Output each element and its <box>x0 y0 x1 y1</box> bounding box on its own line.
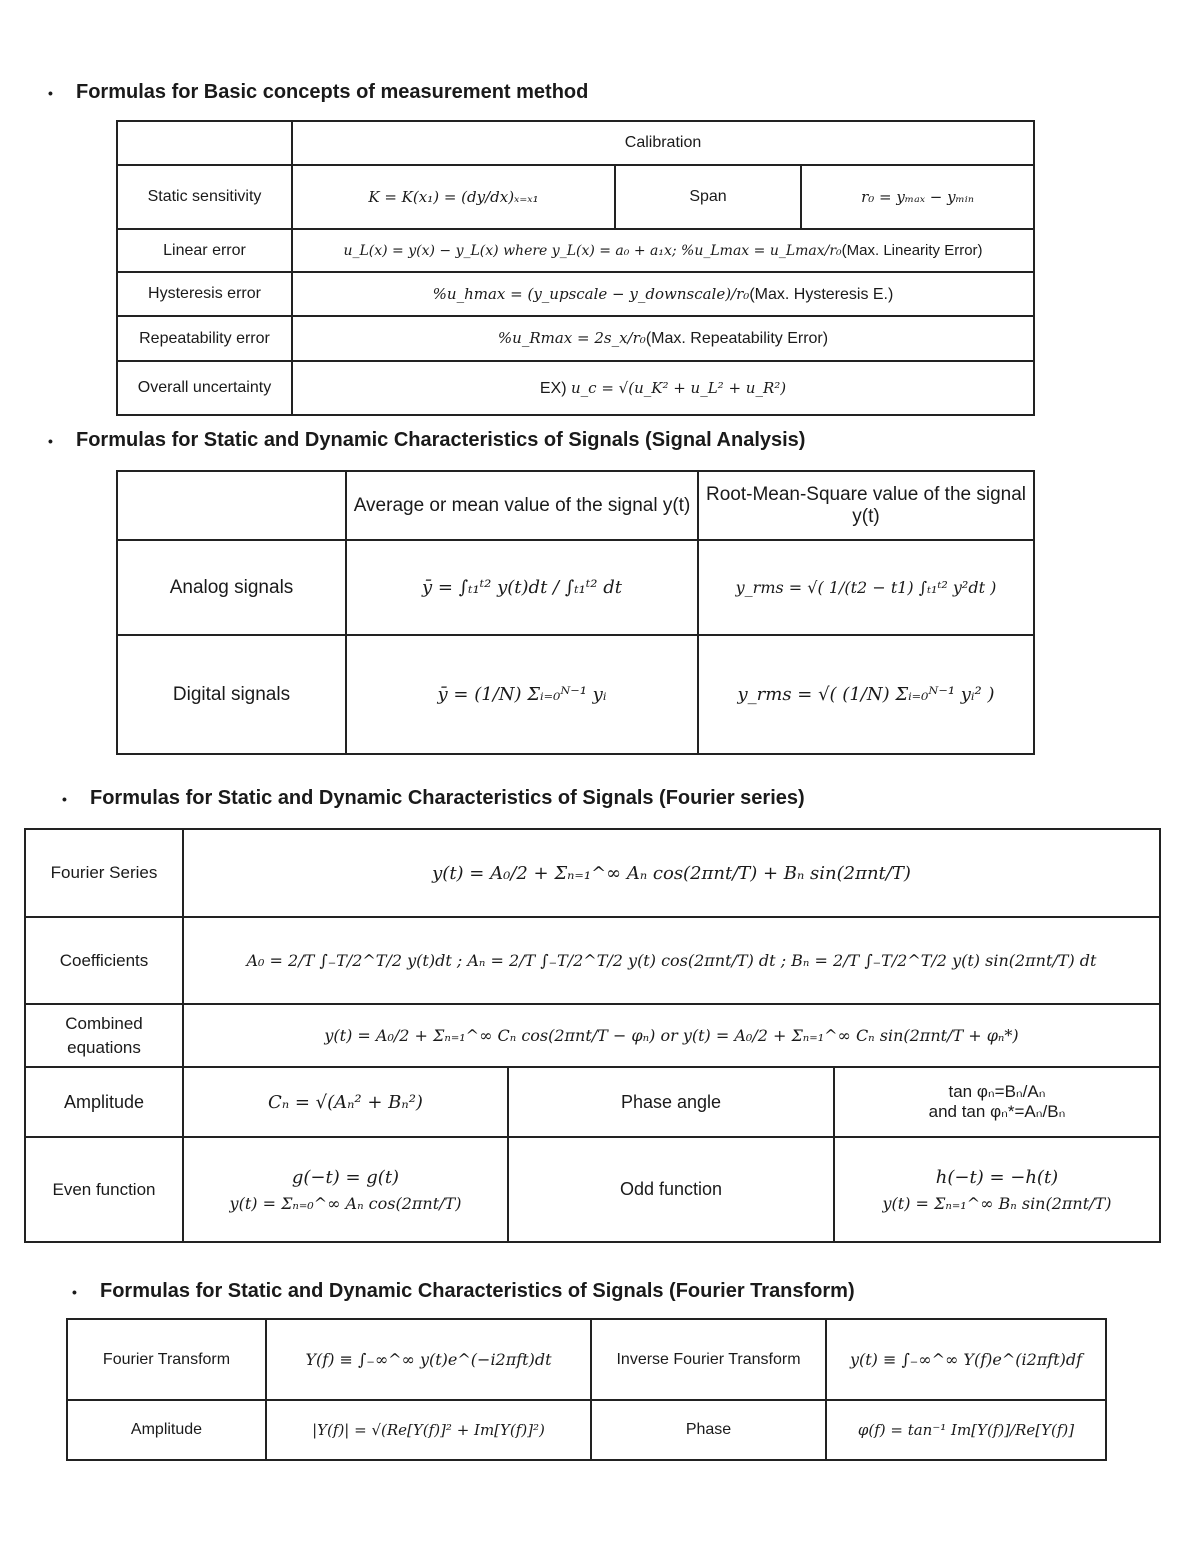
amplitude-formula: Cₙ = √(Aₙ² + Bₙ²) <box>183 1067 508 1137</box>
inverse-fourier-transform-label: Inverse Fourier Transform <box>591 1319 826 1400</box>
inverse-fourier-transform-formula: y(t) ≡ ∫₋∞^∞ Y(f)e^(i2πft)df <box>826 1319 1106 1400</box>
repeatability-error-cell <box>292 316 1034 361</box>
coefficients-formula: A₀ = 2/T ∫₋T/2^T/2 y(t)dt ; Aₙ = 2/T ∫₋T/2^T/2 y(t) cos(2πnt/T) dt ; Bₙ = 2/T ∫₋T/2^T/2 y(t) sin(2πnt/T) dt <box>183 917 1160 1004</box>
overall-uncertainty-formula: u_c = √(u_K² + u_L² + u_R²) <box>571 378 787 397</box>
ft-amplitude-label: Amplitude <box>67 1400 266 1460</box>
odd-function-label: Odd function <box>508 1137 834 1242</box>
repeatability-error-formula: %u_Rmax = 2s_x/r₀ <box>497 329 646 347</box>
section-heading-signal-analysis <box>48 429 805 452</box>
digital-signals-label: Digital signals <box>117 635 346 754</box>
overall-uncertainty-prefix: EX) <box>539 379 567 397</box>
bullet-icon: • <box>48 432 53 449</box>
bullet-icon: • <box>72 1283 77 1300</box>
phase-angle-line-2: and tan φₙ*=Aₙ/Bₙ <box>928 1102 1066 1121</box>
digital-mean-formula: ȳ = (1/N) Σᵢ₌₀ᴺ⁻¹ yᵢ <box>346 635 698 754</box>
section-title: Formulas for Static and Dynamic Characteristics of Signals (Fourier Transform) <box>100 1280 855 1302</box>
overall-uncertainty-label: Overall uncertainty <box>117 361 292 415</box>
combined-equations-label: Combined equations <box>25 1004 183 1067</box>
hysteresis-error-cell <box>292 272 1034 316</box>
signal-analysis-table <box>116 470 1035 755</box>
section-heading-fourier-transform <box>72 1280 855 1303</box>
analog-rms-formula: y_rms = √( 1/(t2 − t1) ∫ₜ₁ᵗ² y²dt ) <box>698 540 1034 635</box>
empty-cell <box>117 121 292 165</box>
hysteresis-error-note: (Max. Hysteresis E.) <box>749 285 894 303</box>
even-function-condition: g(−t) = g(t) <box>291 1166 400 1188</box>
fourier-series-table <box>24 828 1161 1243</box>
section-title: Formulas for Static and Dynamic Characteristics of Signals (Fourier series) <box>90 787 805 809</box>
ft-phase-formula: φ(f) = tan⁻¹ Im[Y(f)]/Re[Y(f)] <box>826 1400 1106 1460</box>
section-heading-fourier-series <box>62 787 805 810</box>
fourier-series-formula: y(t) = A₀/2 + Σₙ₌₁^∞ Aₙ cos(2πnt/T) + Bₙ sin(2πnt/T) <box>183 829 1160 917</box>
linear-error-cell <box>292 229 1034 272</box>
analog-signals-label: Analog signals <box>117 540 346 635</box>
odd-function-formula: y(t) = Σₙ₌₁^∞ Bₙ sin(2πnt/T) <box>882 1193 1112 1213</box>
empty-cell <box>117 471 346 540</box>
static-sensitivity-label: Static sensitivity <box>117 165 292 229</box>
combined-equations-formula: y(t) = A₀/2 + Σₙ₌₁^∞ Cₙ cos(2πnt/T − φₙ) or y(t) = A₀/2 + Σₙ₌₁^∞ Cₙ sin(2πnt/T + φₙ*) <box>183 1004 1160 1067</box>
even-function-cell <box>183 1137 508 1242</box>
phase-angle-label: Phase angle <box>508 1067 834 1137</box>
linear-error-note: (Max. Linearity Error) <box>841 241 983 259</box>
odd-function-condition: h(−t) = −h(t) <box>935 1166 1059 1188</box>
section-title: Formulas for Static and Dynamic Characteristics of Signals (Signal Analysis) <box>76 429 806 451</box>
repeatability-error-note: (Max. Repeatability Error) <box>645 330 829 347</box>
ft-amplitude-formula: |Y(f)| = √(Re[Y(f)]² + Im[Y(f)]²) <box>266 1400 591 1460</box>
even-function-label: Even function <box>25 1137 183 1242</box>
fourier-transform-formula: Y(f) ≡ ∫₋∞^∞ y(t)e^(−i2πft)dt <box>266 1319 591 1400</box>
even-function-formula: y(t) = Σₙ₌₀^∞ Aₙ cos(2πnt/T) <box>229 1193 462 1213</box>
odd-function-cell <box>834 1137 1160 1242</box>
linear-error-formula: u_L(x) = y(x) − y_L(x) where y_L(x) = a₀ + a₁x; %u_Lmax = u_Lmax/r₀ <box>343 242 842 259</box>
rms-column-header: Root-Mean-Square value of the signal y(t) <box>698 471 1034 540</box>
fourier-transform-table <box>66 1318 1107 1461</box>
hysteresis-error-label: Hysteresis error <box>117 272 292 316</box>
measurement-table <box>116 120 1035 416</box>
bullet-icon: • <box>62 790 67 807</box>
mean-column-header: Average or mean value of the signal y(t) <box>346 471 698 540</box>
digital-rms-formula: y_rms = √( (1/N) Σᵢ₌₀ᴺ⁻¹ yᵢ² ) <box>698 635 1034 754</box>
calibration-header: Calibration <box>292 121 1034 165</box>
coefficients-label: Coefficients <box>25 917 183 1004</box>
amplitude-label: Amplitude <box>25 1067 183 1137</box>
phase-angle-line-1: tan φₙ=Bₙ/Aₙ <box>948 1082 1046 1101</box>
fourier-series-label: Fourier Series <box>25 829 183 917</box>
hysteresis-error-formula: %u_hmax = (y_upscale − y_downscale)/r₀ <box>432 284 750 303</box>
analog-mean-formula: ȳ = ∫ₜ₁ᵗ² y(t)dt / ∫ₜ₁ᵗ² dt <box>346 540 698 635</box>
static-sensitivity-formula: K = K(x₁) = (dy/dx)ₓ₌ₓ₁ <box>292 165 615 229</box>
phase-angle-cell <box>834 1067 1160 1137</box>
section-title: Formulas for Basic concepts of measurement method <box>76 81 589 103</box>
section-heading-measurement <box>48 81 588 104</box>
overall-uncertainty-cell <box>292 361 1034 415</box>
span-label: Span <box>615 165 801 229</box>
linear-error-label: Linear error <box>117 229 292 272</box>
span-formula: r₀ = yₘₐₓ − yₘᵢₙ <box>801 165 1034 229</box>
bullet-icon: • <box>48 84 53 101</box>
fourier-transform-label: Fourier Transform <box>67 1319 266 1400</box>
ft-phase-label: Phase <box>591 1400 826 1460</box>
repeatability-error-label: Repeatability error <box>117 316 292 361</box>
